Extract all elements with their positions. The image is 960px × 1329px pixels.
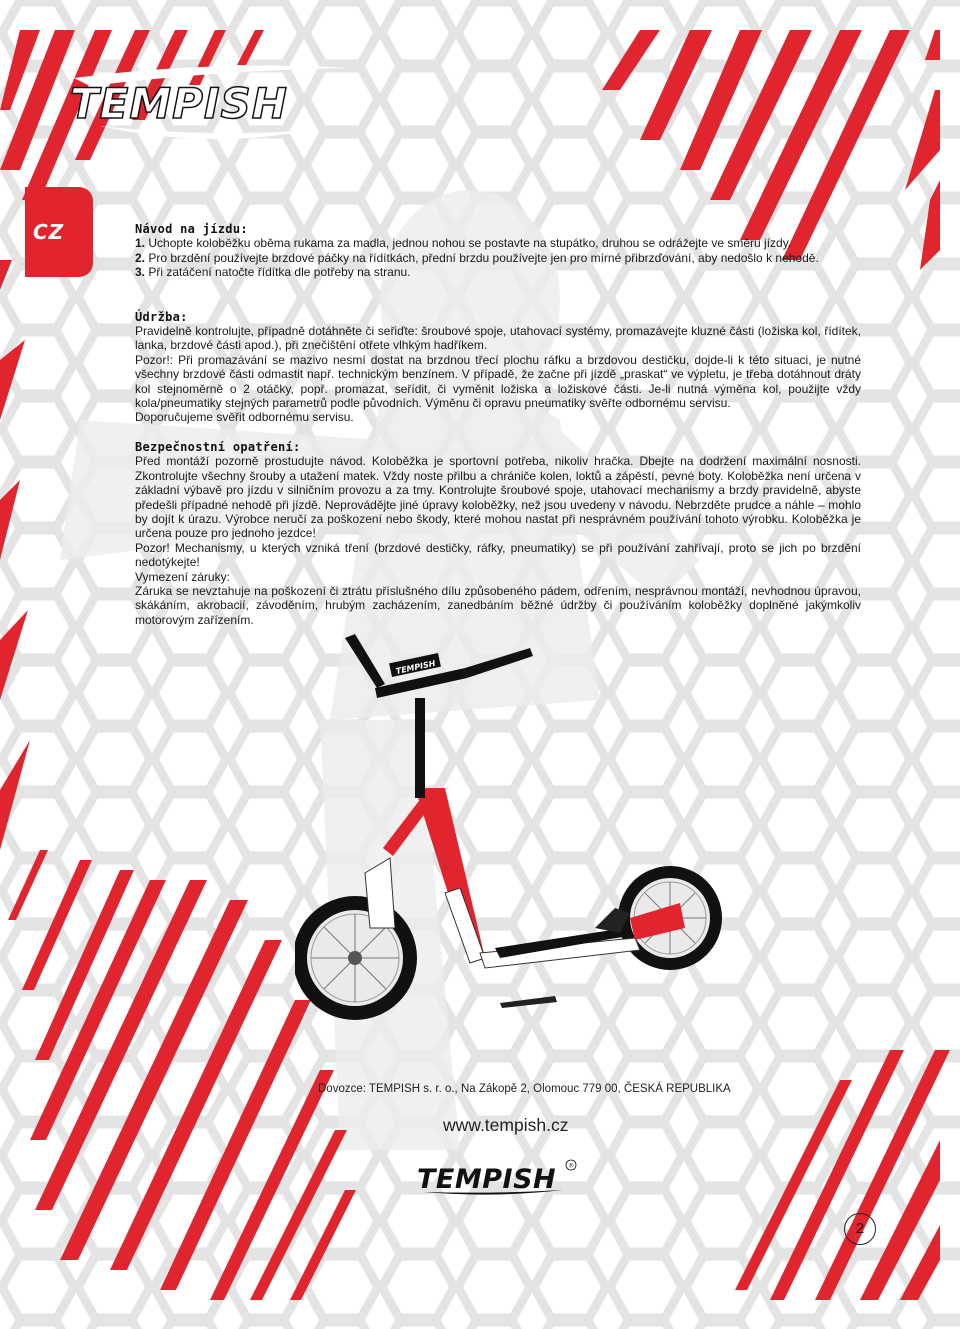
riding-heading: Návod na jízdu: — [135, 222, 248, 236]
warranty-paragraph: Záruka se nevztahuje na poškození či ztrátu příslušného dílu způsobeného pádem, odřením, nesprávnou montáží, nevhodnou úpravou, skákáním, akrobacií, závoděním, hrubým zacházením, zanedbáním běžné údržby či používáním koloběžky doplněné jakýmkoliv motorovým zařízením. — [135, 583, 861, 627]
maintenance-heading: Údržba: — [135, 309, 188, 324]
riding-step: 1. Uchopte koloběžku oběma rukama za madla, jednou nohou se postavte na stupátko, druhou se odrážejte ve směru jízdy. — [135, 236, 792, 251]
riding-step: 2. Pro brzdění používejte brzdové páčky na řídítkách, přední brzdu používejte jen pro mírné přibrzďování, aby nedošlo k nehodě. — [135, 250, 819, 265]
brand-logo-text: TEMPISH — [70, 79, 288, 128]
brand-logo-bottom-text: TEMPISH — [417, 1164, 557, 1195]
language-tab — [25, 187, 93, 277]
safety-heading: Bezpečnostní opatření: — [135, 439, 301, 454]
riding-step: 3. Při zatáčení natočte řídítka dle potřeby na stranu. — [135, 265, 411, 280]
scooter-image — [295, 628, 725, 1048]
front-wheel — [295, 896, 417, 1020]
importer-info: Dovozce: TEMPISH s. r. o., Na Zákopě 2, Olomouc 779 00, ČESKÁ REPUBLIKA — [318, 1083, 731, 1095]
language-tab-label: CZ — [33, 220, 65, 244]
instructions-content — [135, 222, 861, 627]
safety-paragraph: Před montáží pozorně prostudujte návod. Koloběžka je sportovní potřeba, nikoliv hračka. Dbejte na dodržení maximální nosnosti. Zkontrolujte všechny šrouby a utažení matek. Vždy noste přilbu a chrániče kolen, loktů a zápěstí, pevné boty. Koloběžka není určena v základní výbavě pro jízdu v silničním provozu a za tmy. Kontrolujte šroubové spoje, utahovací mechanismy a brzdy pravidelně, abyste předešli případné nehodě při jízdě. Neprovádějte jiné úpravy koloběžky, než jsou uvedeny v návodu. Nebrzděte prudce a náhle – mohlo by dojít k úrazu. Výrobce neručí za poškození nebo škody, které mohou nastat při nesprávném používání tohoto výrobku. Koloběžka je určena pouze pro jednoho jezdce! — [135, 454, 861, 541]
brand-logo-top — [60, 60, 360, 155]
maintenance-recommendation: Doporučujeme svěřit odbornému servisu. — [135, 410, 354, 425]
registered-mark: ® — [568, 1162, 575, 1170]
maintenance-paragraph: Pravidelně kontrolujte, případně dotáhněte či seřiďte: šroubové spoje, utahovací systémy, promazávejte kluzné části (ložiska kol, řídítek, lanka, brzdové části apod.), při znečištění otřete vlhkým hadříkem. — [135, 324, 861, 353]
page-number: 2 — [844, 1213, 876, 1245]
warranty-heading: Vymezení záruky: — [135, 569, 230, 584]
safety-warning: Pozor! Mechanismy, u kterých vzniká tření (brzdové destičky, ráfky, pneumatiky) se při používání zahřívají, proto se jich po brzdění nedotýkejte! — [135, 540, 861, 570]
maintenance-warning: Pozor!: Při promazávání se mazivo nesmí dostat na brzdnou třecí plochu ráfku a brzdovou destičku, dojde-li k této situaci, je nutné všechny brzdové části odmastit např. technickým benzínem. V případě, že začne při jízdě „praskat“ ve výpletu, je třeba dotáhnout dráty kol stejnoměrně o 2 otáčky, popř. promazat, seřídit, či vyměnit ložiska a ložiskové části. Je-li nutná výměna kol, použijte vždy kola/pneumatiky stejných parametrů podle původních. Výměnu či opravu pneumatiky svěřte odbornému servisu. — [135, 352, 861, 411]
website-url[interactable]: www.tempish.cz — [443, 1115, 569, 1135]
scooter-brand-text: TEMPISH — [395, 658, 437, 677]
brand-logo-bottom — [413, 1158, 579, 1198]
